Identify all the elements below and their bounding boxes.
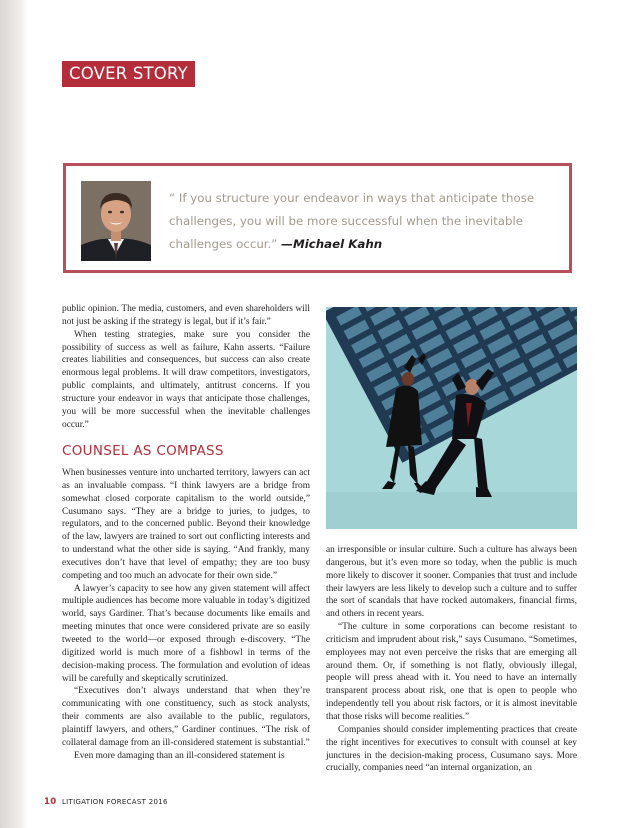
paragraph: “The culture in some corporations can become resistant to criticism and imprudent about risk,” says Cusumano. “Sometimes, employees may not even perceive the risks that are emerging all around them. Or, if something is not flatly, obviously illegal, people will press ahead with it. You need to have an internally transparent process about risk, one that is open to people who independently tell you about risk factors, or it is almost inevitable that those risks will become realities.” — [326, 622, 577, 722]
page-footer — [44, 797, 168, 807]
section-label: COVER STORY — [62, 61, 195, 87]
body-column-2 — [326, 544, 577, 775]
section-subhead: COUNSEL AS COMPASS — [62, 443, 224, 459]
paragraph: A lawyer’s capacity to see how any given statement will affect multiple audiences has become more valuable in today’s digitized world, says Gardiner. That’s because documents like emails and meeting minutes that once were considered private are so easily tweeted to the world—or exposed through e-discovery. “The digitized world is much more of a fishbowl in terms of the decision-making process. The formulation and evolution of ideas will be carefully and skeptically scrutinized. — [62, 583, 310, 684]
page-spine-shadow — [0, 0, 28, 828]
pull-quote-box — [63, 163, 572, 273]
pull-quote-text — [169, 187, 559, 256]
quote-attribution: —Michael Kahn — [281, 237, 383, 251]
paragraph: When testing strategies, make sure you consider the possibility of success as well as failure, Kahn asserts. “Failure creates liabilities and consequences, but success can also create enormous legal problems. It will draw competitors, investigators, public complaints, and ultimately, antitrust concerns. If you structure your endeavor in ways that anticipate those challenges, you will be more successful when the inevitable challenges occur.” — [62, 329, 310, 430]
paragraph: When businesses venture into uncharted territory, lawyers can act as an invaluable compass. “I think lawyers are a bridge from somewhat closed corporate capitalism to the world outside,” Cusumano says. “They are a bridge to juries, to judges, to regulators, and to the concerned public. Beyond their knowledge of the law, lawyers are trained to sort out conflicting interests and to understand what the other side is saying. “And frankly, many executives don’t have that level of empathy; they are too busy competing and too much an advocate for their own side.” — [62, 468, 310, 581]
paragraph: public opinion. The media, customers, and even shareholders will not just be asking if the strategy is legal, but if it’s fair.” — [62, 304, 310, 327]
paragraph: Even more damaging than an ill-considered statement is — [74, 750, 285, 761]
paragraph: Companies should consider implementing practices that create the right incentives for executives to consult with counsel at key junctures in the decision-making process, Cusumano says. More crucially, companies need “an internal organization, an — [326, 724, 577, 774]
paragraph: an irresponsible or insular culture. Such a culture has always been dangerous, but it’s even more so today, when the public is much more likely to discover it sooner. Companies that trust and include their lawyers are less likely to develop such a culture and to suffer the sort of scandals that have rocked automakers, financial firms, and others in recent years. — [326, 545, 577, 620]
quote-body: “ If you structure your endeavor in ways that anticipate those challenges, you will be more successful when the inevitable challenges occur.” — [169, 191, 535, 251]
paragraph: “Executives don’t always understand that when they’re communicating with one constituency, such as stock analysts, their comments are also available to the public, regulators, plaintiff lawyers, and others,” Gardiner continues. “The risk of collateral damage from an ill-considered statement is substantial.” — [62, 686, 310, 748]
illustration-pushing-building — [326, 307, 577, 529]
body-column-1-top — [62, 303, 310, 431]
body-column-1-bottom — [62, 467, 310, 762]
author-portrait — [81, 181, 151, 261]
publication-name: LITIGATION FORECAST 2016 — [61, 798, 168, 806]
page-number: 10 — [44, 797, 57, 807]
